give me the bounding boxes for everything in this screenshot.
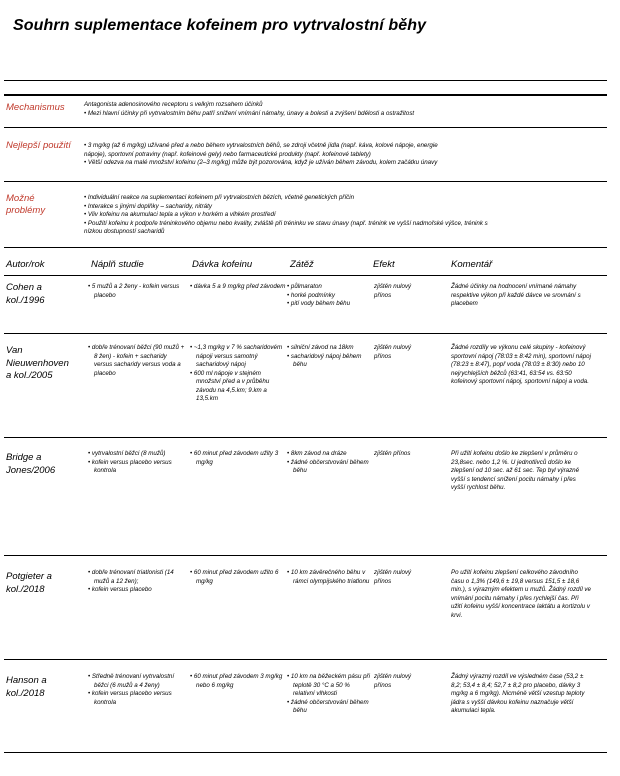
header-author: Autor/rok: [6, 259, 45, 270]
load-item: • pití vody během běhu: [287, 300, 351, 307]
row-load: [287, 450, 371, 476]
header-effect: Efekt: [373, 259, 395, 270]
divider: [4, 80, 607, 81]
row-author: Potgieter a kol./2018: [6, 571, 52, 595]
section-line: nízkou dostupností sacharidů: [84, 228, 165, 236]
row-dose: [190, 673, 286, 690]
row-effect: zjištěn nulový přínos: [374, 673, 412, 689]
divider: [4, 127, 607, 128]
study-item: • dobře trénovaní triatlonisti (14 mužů a 12 žen);: [88, 569, 174, 585]
header-dose: Dávka kofeinu: [192, 259, 253, 270]
row-dose: [190, 283, 286, 292]
row-study: [88, 569, 186, 595]
study-item: • kofein versus placebo versus kontrola: [88, 690, 172, 706]
section-body-best-use: [84, 142, 609, 168]
row-effect: zjištěn nulový přínos: [374, 344, 412, 360]
section-line: Antagonista adenosinového receptoru s velkým rozsahem účinků: [84, 101, 263, 108]
study-item: • Středně trénovaní vytrvalostní běžci (6 mužů a 4 ženy): [88, 673, 175, 689]
study-item: • vytrvalostní běžci (8 mužů): [88, 450, 166, 457]
header-study: Náplň studie: [91, 259, 144, 270]
section-line: • Vliv kofeinu na akumulaci tepla a výkon v horkém a vlhkém prostředí: [84, 211, 276, 219]
row-dose: [190, 450, 286, 467]
divider: [4, 94, 607, 96]
dose-item: • 60 minut před závodem užity 3 mg/kg: [190, 450, 279, 466]
divider: [4, 555, 607, 556]
dose-item: • 60 minut před závodem 3 mg/kg nebo 6 mg/kg: [190, 673, 283, 689]
study-item: • dobře trénovaní běžci (90 mužů + 8 žen) - kofein + sacharidy versus sacharidy versus voda a placebo: [88, 344, 185, 377]
section-line: • 3 mg/kg (až 6 mg/kg) užívané před a nebo během vytrvalostních běhů, se zdroji včetně jídla (např. káva, kolové nápoje, energie: [84, 142, 438, 149]
dose-item: • dávka 5 a 9 mg/kg před závodem: [190, 283, 286, 290]
section-label-best-use: Nejlepší použití: [6, 140, 71, 151]
row-comment: Po užití kofeinu zlepšení celkového závodního času o 1,3% (149,6 ± 19,8 versus 151,5 ± 18,6 min.), s výrazným efektem u mužů. Žádný rozdíl ve vnímání pocitu námahy i přes rychlejší čas. Při užití kofeinu vyšší koncentrace laktátu a kortizolu v krvi.: [451, 569, 591, 619]
row-author: Bridge a Jones/2006: [6, 452, 56, 476]
dose-item: • 600 ml nápoje v stejném množství před a v průběhu závodu na 4,5.km; 9.km a 13,5.km: [190, 369, 270, 402]
load-item: • silniční závod na 18km: [287, 344, 354, 351]
study-item: • kofein versus placebo versus kontrola: [88, 458, 172, 474]
row-effect: zjištěn přínos: [374, 450, 411, 457]
divider: [4, 659, 607, 660]
row-load: [287, 673, 371, 716]
divider: [4, 333, 607, 334]
row-comment: Při užití kofeinu došlo ke zlepšení v průměru o 23,8sec. nebo 1,2 %. U jednotlivců došlo ke zlepšení od 10 sec. až 61 sec. Tep byl výrazně vyšší s tendencí snížení pocitu námahy i přes vyšší rychlost běhu.: [451, 450, 580, 491]
study-item: • kofein versus placebo: [88, 586, 152, 593]
row-comment: Žádné rozdíly ve výkonu celé skupiny - kofeinový sportovní nápoj (78:03 ± 8:42 min), sportovní nápoj (78:23 ± 8:47), popř voda (78:03 ± 8:30) nebo 10 nejrychlejších běžců (63:41, 63:54 vs. 63:50 kofeinový sportovní nápoj, sportovní nápoj a voda.: [451, 344, 591, 385]
section-body-problems: [84, 194, 609, 237]
row-dose: [190, 344, 286, 404]
row-author: Hanson a kol./2018: [6, 675, 47, 699]
section-line: • Použití kofeinu k podpoře tréninkového objemu nebo kvality, zvláště při tréninku ve stavu únavy (např. trénink ve vyšší nadmořské výšce, trénink s: [84, 219, 488, 227]
study-item: • 5 mužů a 2 ženy - kofein versus placebo: [88, 283, 180, 299]
row-dose: [190, 569, 286, 586]
load-item: • 10 km závěrečného běhu v rámci olympijského triatlonu: [287, 569, 370, 585]
header-comment: Komentář: [451, 259, 493, 270]
row-comment: Žádné účinky na hodnocení vnímané námahy respektive výkon při každé dávce ve srovnání s placebem: [451, 283, 581, 307]
section-line: • Větší odezva na malé množství kofeinu (2–3 mg/kg) může být pozorována, když je užíván během závodu, kolem začátku únavy: [84, 159, 438, 167]
divider: [4, 437, 607, 438]
section-line: • Individuální reakce na suplementaci kofeinem při vytrvalostních bězích, včetně genetických příčin: [84, 194, 355, 201]
section-body-mechanism: [84, 101, 609, 118]
row-study: [88, 673, 186, 707]
load-item: • žádné občerstvování během běhu: [287, 458, 369, 474]
dose-item: • ~1,3 mg/kg v 7 % sacharidovém nápoji versus samotný sacharidový nápoj: [190, 344, 283, 368]
row-effect: zjištěn nulový přínos: [374, 283, 412, 299]
load-item: • půlmaraton: [287, 283, 322, 290]
section-label-problems: Možné problémy: [6, 193, 46, 216]
row-load: [287, 344, 371, 370]
section-line: nápoje), sportovní potraviny (např. kofeinové gely) nebo farmaceutické produkty (např. kofeinové tablety): [84, 150, 371, 158]
row-load: [287, 569, 371, 586]
row-study: [88, 283, 186, 300]
divider: [4, 247, 607, 248]
divider: [4, 181, 607, 182]
row-effect: zjištěn nulový přínos: [374, 569, 412, 585]
row-load: [287, 283, 371, 309]
row-author: Cohen a kol./1996: [6, 282, 45, 306]
section-label-mechanism: Mechanismus: [6, 102, 65, 113]
divider: [4, 275, 607, 276]
row-study: [88, 344, 186, 378]
divider: [4, 752, 607, 753]
page-title: Souhrn suplementace kofeinem pro vytrvalostní běhy: [13, 17, 427, 34]
load-item: • 10 km na běžeckém pásu při teplotě 30 °C a 50 % relativní vlhkosti: [287, 673, 370, 697]
load-item: • horké podmínky: [287, 291, 335, 299]
section-line: • Interakce s jinými doplňky – sacharidy, nitráty: [84, 202, 212, 210]
section-line: • Mezi hlavní účinky při vytrvalostním běhu patří snížení vnímání námahy, únavy a bolesti a zvýšení bdělosti a ostražitost: [84, 109, 415, 117]
row-comment: Žádný výrazný rozdíl ve výsledném čase (53,2 ± 8,2; 53,4 ± 8,4; 52,7 ± 8,2 pro placebo, dávky 3 mg/kg a 6 mg/kg). Nicméně větší vzestup teploty jádra s vyšší dávkou kofeinu naznačuje větší akumulaci tepla.: [451, 673, 585, 714]
load-item: • sacharidový nápoj během běhu: [287, 352, 362, 368]
load-item: • žádné občerstvování během běhu: [287, 698, 369, 714]
dose-item: • 60 minut před závodem užito 6 mg/kg: [190, 569, 279, 585]
header-load: Zátěž: [290, 259, 314, 270]
row-study: [88, 450, 186, 476]
row-author: Van Nieuwenhoven a kol./2005: [6, 345, 69, 382]
load-item: • 8km závod na dráze: [287, 450, 347, 457]
